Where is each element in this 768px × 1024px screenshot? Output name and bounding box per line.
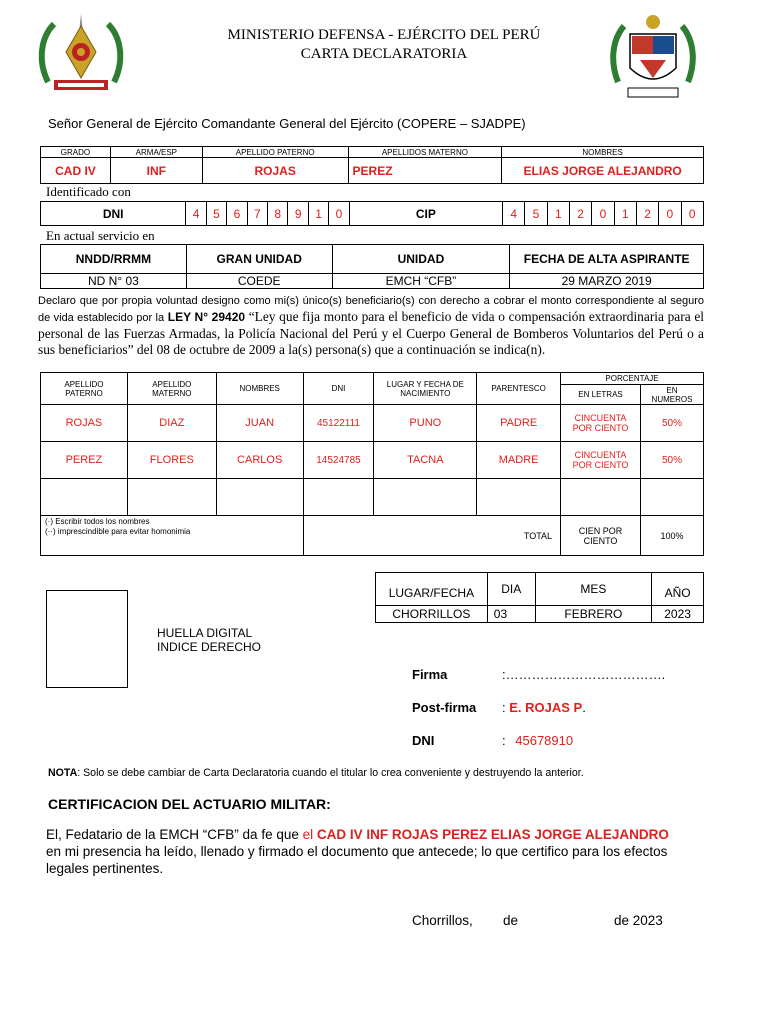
fingerprint-label (157, 626, 261, 654)
header-en-letras: EN LETRAS (561, 385, 641, 405)
value-fecha-alta: 29 MARZO 2019 (510, 274, 704, 289)
certification-part2: en mi presencia ha leído, llenado y firmado el documento que antecede; lo que certifico para los efectos legales pertinentes. (46, 844, 668, 876)
title-line-1: MINISTERIO DEFENSA - EJÉRCITO DEL PERÚ (227, 27, 541, 43)
firma-label: Firma (412, 667, 448, 682)
nota (48, 767, 584, 779)
certification-part1: El, Fedatario de la EMCH “CFB” da fe que (46, 827, 299, 842)
cip-digit: 5 (525, 202, 547, 226)
nota-label: NOTA (48, 767, 78, 779)
value-gran-unidad: COEDE (186, 274, 332, 289)
header-mes: MES (535, 573, 652, 606)
cip-digit: 2 (569, 202, 591, 226)
cip-digit: 1 (547, 202, 569, 226)
row-dni: 45122111 (303, 405, 374, 442)
header-fecha-alta: FECHA DE ALTA ASPIRANTE (510, 245, 704, 274)
header-gran-unidad: GRAN UNIDAD (186, 245, 332, 274)
firma-line: :………………………………. (502, 667, 666, 682)
id-numbers-table (40, 201, 704, 226)
total-numeros: 100% (640, 516, 703, 556)
postfirma-value: E. ROJAS P (509, 700, 583, 715)
row-paterno: PEREZ (41, 442, 128, 479)
dni-digit: 1 (308, 202, 328, 226)
declaration-part1: Declaro que por propia voluntad designo como mi(s) único(s) beneficiario(s) con derecho a cobrar el monto correspondiente al seguro de vida establecido por la (38, 295, 704, 324)
closing-de-1: de (503, 913, 519, 928)
signature-dni-colon: : (502, 733, 506, 748)
fingerprint-box (46, 590, 128, 688)
table-row (41, 405, 704, 442)
value-mes: FEBRERO (535, 606, 652, 623)
note-line-2: (··) imprescindible para evitar homonimia (45, 527, 191, 536)
value-arma: INF (110, 158, 202, 184)
cip-digit: 2 (636, 202, 658, 226)
service-label: En actual servicio en (46, 228, 155, 243)
dni-digit: 5 (206, 202, 226, 226)
header-nndd: NNDD/RRMM (41, 245, 187, 274)
notes-cell (41, 516, 304, 556)
header-anio: AÑO (652, 573, 704, 606)
dni-digit: 8 (268, 202, 288, 226)
service-table (40, 244, 704, 289)
value-grado: CAD IV (41, 158, 111, 184)
row-letras: CINCUENTA POR CIENTO (561, 442, 641, 479)
row-parentesco: PADRE (477, 405, 561, 442)
row-dni: 14524785 (303, 442, 374, 479)
fingerprint-line-2: INDICE DERECHO (157, 640, 262, 654)
certification-name: CAD IV INF ROJAS PEREZ ELIAS JORGE ALEJANDRO (316, 827, 669, 842)
row-parentesco: MADRE (477, 442, 561, 479)
total-letras: CIEN POR CIENTO (561, 516, 641, 556)
value-apellido-paterno: ROJAS (202, 158, 348, 184)
dni-label: DNI (41, 202, 186, 226)
declaration-paragraph (38, 292, 704, 358)
total-label: TOTAL (303, 516, 560, 556)
value-dia: 03 (487, 606, 535, 623)
place-date-table (375, 572, 704, 623)
postfirma-label: Post-firma (412, 700, 477, 715)
header-parentesco: PARENTESCO (477, 373, 561, 405)
postfirma-dot: . (582, 700, 586, 715)
header-dni: DNI (303, 373, 374, 405)
row-nombres: CARLOS (216, 442, 303, 479)
cip-digit: 0 (592, 202, 614, 226)
table-row (41, 442, 704, 479)
row-nombres: JUAN (216, 405, 303, 442)
closing-de-2: de 2023 (614, 913, 663, 928)
header-apellido-paterno: APELLIDO PATERNO (202, 147, 348, 158)
header-materno: APELLIDO MATERNO (127, 373, 216, 405)
postfirma-value-line (502, 700, 586, 715)
value-anio: 2023 (652, 606, 704, 623)
signature-dni-value: 45678910 (515, 733, 574, 748)
signature-dni-line (502, 733, 573, 748)
addressee: Señor General de Ejército Comandante General del Ejército (COPERE – SJADPE) (48, 116, 526, 131)
header-grado: GRADO (41, 147, 111, 158)
row-lugar: TACNA (374, 442, 477, 479)
row-letras: CINCUENTA POR CIENTO (561, 405, 641, 442)
fingerprint-line-1: HUELLA DIGITAL (157, 626, 253, 640)
header-dia: DIA (487, 573, 535, 606)
cip-label: CIP (349, 202, 502, 226)
row-materno: FLORES (127, 442, 216, 479)
postfirma-colon: : (502, 700, 506, 715)
header-nombres: NOMBRES (216, 373, 303, 405)
header-arma: ARMA/ESP (110, 147, 202, 158)
header-porcentaje: PORCENTAJE (561, 373, 704, 385)
value-unidad: EMCH “CFB” (332, 274, 510, 289)
cip-digit: 0 (681, 202, 703, 226)
declaration-law: LEY N° 29420 (167, 310, 246, 324)
dni-digit: 7 (247, 202, 267, 226)
signature-dni-label: DNI (412, 733, 435, 748)
cip-digit: 1 (614, 202, 636, 226)
beneficiaries-table (40, 372, 704, 556)
value-nombres: ELIAS JORGE ALEJANDRO (502, 158, 704, 184)
header-lugar-fecha: LUGAR/FECHA (376, 573, 488, 606)
value-nndd: ND N° 03 (41, 274, 187, 289)
row-materno: DIAZ (127, 405, 216, 442)
header-title (0, 26, 768, 64)
cip-digit: 4 (503, 202, 525, 226)
identified-label: Identificado con (46, 184, 131, 199)
table-row-empty (41, 479, 704, 516)
cip-digit: 0 (659, 202, 681, 226)
certification-paragraph (46, 826, 686, 877)
closing-place: Chorrillos, (412, 913, 473, 928)
header-apellido-materno: APELLIDOS MATERNO (348, 147, 502, 158)
title-line-2: CARTA DECLARATORIA (300, 46, 468, 62)
header-en-numeros: EN NUMEROS (640, 385, 703, 405)
certification-title: CERTIFICACION DEL ACTUARIO MILITAR: (48, 796, 331, 812)
value-apellido-materno: PEREZ (348, 158, 502, 184)
row-lugar: PUNO (374, 405, 477, 442)
declaration-part2: “Ley que fija monto para el beneficio de vida o compensación extraordinaria para el personal de las Fuerzas Armadas, la Policía Nacional del Perú y el Cuerpo General de Bomberos Voluntarios del Perú o a sus beneficiarios” del 08 de octubre de 2009 a la(s) persona(s) que a continuación se indica(n). (38, 309, 704, 357)
header-lugar-fecha: LUGAR Y FECHA DE NACIMIENTO (374, 373, 477, 405)
dni-digit: 0 (329, 202, 349, 226)
identity-table (40, 146, 704, 184)
dni-digit: 6 (227, 202, 247, 226)
header-nombres: NOMBRES (502, 147, 704, 158)
header-unidad: UNIDAD (332, 245, 510, 274)
row-paterno: ROJAS (41, 405, 128, 442)
note-line-1: (·) Escribir todos los nombres (45, 517, 150, 526)
certification-el: el (298, 827, 317, 842)
value-lugar: CHORRILLOS (376, 606, 488, 623)
header-paterno: APELLIDO PATERNO (41, 373, 128, 405)
row-numeros: 50% (640, 442, 703, 479)
dni-digit: 9 (288, 202, 308, 226)
nota-text: : Solo se debe cambiar de Carta Declaratoria cuando el titular lo crea conveniente y destruyendo la anterior. (77, 767, 584, 779)
dni-digit: 4 (186, 202, 206, 226)
row-numeros: 50% (640, 405, 703, 442)
